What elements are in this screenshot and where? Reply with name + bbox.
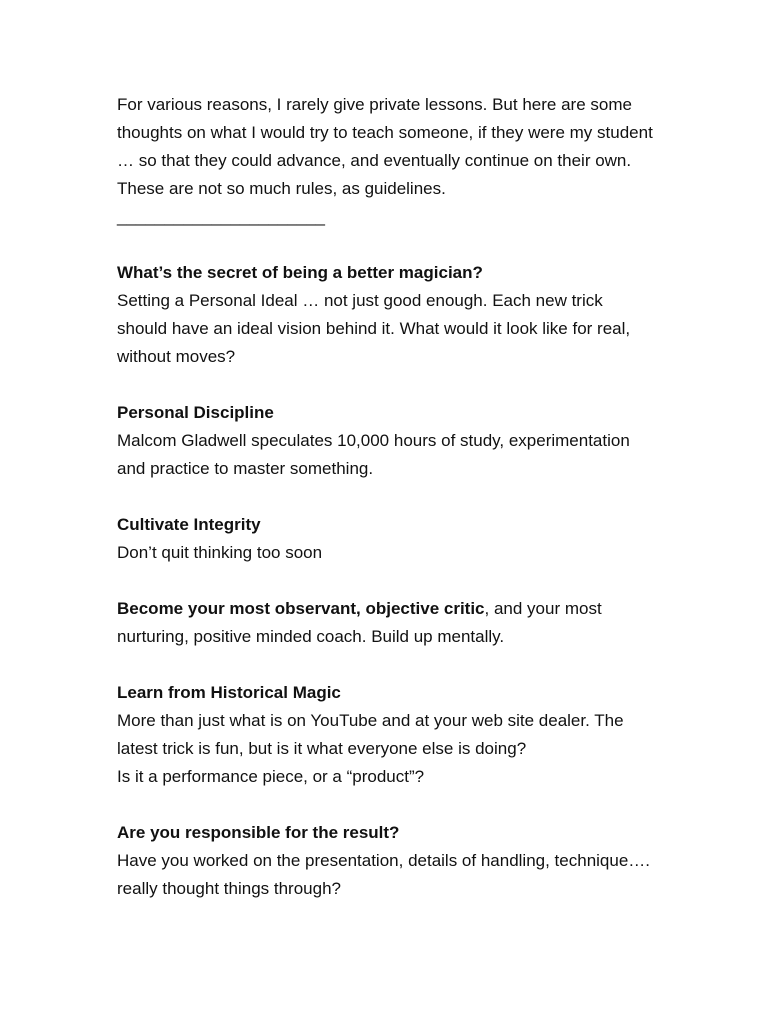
section-heading: Learn from Historical Magic — [117, 683, 341, 702]
section-secret — [117, 259, 657, 371]
section-body: Malcom Gladwell speculates 10,000 hours of study, experimentation and practice to master something. — [117, 431, 630, 478]
section-observant-critic — [117, 595, 657, 651]
section-paragraph — [117, 595, 657, 651]
section-body: Don’t quit thinking too soon — [117, 543, 323, 562]
section-body: Setting a Personal Ideal … not just good enough. Each new trick should have an ideal vision behind it. What would it look like for real, without moves? — [117, 291, 631, 366]
section-heading: Become your most observant, objective critic — [117, 599, 485, 618]
section-personal-discipline — [117, 399, 657, 483]
section-body: Have you worked on the presentation, details of handling, technique…. really thought things through? — [117, 851, 651, 898]
section-body: More than just what is on YouTube and at your web site dealer. The latest trick is fun, but is it what everyone else is doing? — [117, 711, 624, 758]
separator-rule: ______________________ — [117, 207, 326, 226]
section-body: , and your most nurturing, positive minded coach. Build up mentally. — [117, 599, 602, 646]
intro-paragraph: For various reasons, I rarely give private lessons. But here are some thoughts on what I would try to teach someone, if they were my student … so that they could advance, and eventually continue on their own. These are not so much rules, as guidelines. — [117, 95, 653, 198]
section-heading: Cultivate Integrity — [117, 515, 261, 534]
section-responsible — [117, 819, 657, 903]
section-cultivate-integrity — [117, 511, 657, 567]
document-page — [117, 91, 657, 903]
section-body-continued: Is it a performance piece, or a “product”? — [117, 767, 425, 786]
section-heading: Personal Discipline — [117, 403, 274, 422]
section-historical-magic — [117, 679, 657, 791]
section-heading: What’s the secret of being a better magician? — [117, 263, 483, 282]
section-heading: Are you responsible for the result? — [117, 823, 400, 842]
